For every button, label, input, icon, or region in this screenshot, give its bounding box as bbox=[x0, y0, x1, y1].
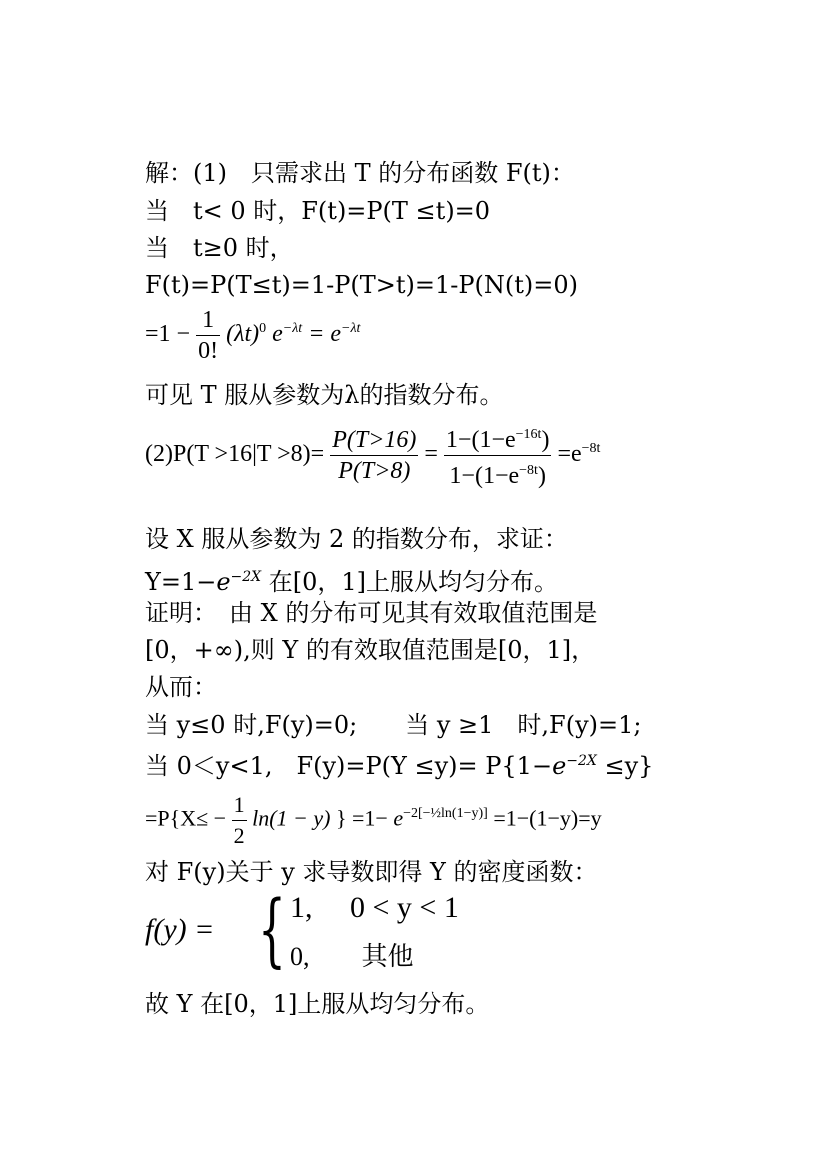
memoryless-formula: (2)P(T >16|T >8)= $\frac{P(T>16)}{P(T>8)}$ = $\frac{1-(1-e^{-16t})}{1-(1-e^{-8t})}$ $=e^{-8t}$ bbox=[145, 420, 600, 491]
exponential-conclusion: 可见 T 服从参数为λ的指数分布。 bbox=[145, 381, 504, 409]
problem-claim: $Y=1-e^{-2X}$ 在[0，1]上服从均匀分布。 bbox=[145, 568, 559, 596]
case-t-negative: 当 t< 0 时，F(t)=P(T ≤t)=0 bbox=[145, 197, 491, 225]
density-function-label: f(y) = bbox=[145, 913, 215, 946]
proof-middle-case: 当 0＜y<1, $F(y)=P(Y \le y)= P\{1-e^{-2X} \le y\}$ bbox=[145, 752, 654, 780]
fraction-one-half: $\frac{1}{2}$ bbox=[233, 792, 245, 848]
case-t-nonnegative: 当 t≥0 时， bbox=[145, 234, 294, 262]
proof-line-3: 从而： bbox=[145, 673, 217, 701]
density-intro: 对 F(y)关于 y 求导数即得 Y 的密度函数： bbox=[145, 858, 598, 886]
exponential-ratio: $\frac{1-(1-e^{-16t})}{1-(1-e^{-8t})}$ bbox=[445, 427, 550, 489]
proof-boundary-cases: 当 y≤0 时,F(y)=0; 当 y ≥1 时,F(y)=1; bbox=[145, 711, 642, 739]
problem-statement: 设 X 服从参数为 2 的指数分布，求证： bbox=[145, 525, 568, 553]
probability-ratio: $\frac{P(T>16)}{P(T>8)}$ bbox=[332, 427, 417, 484]
solution-header: 解：(1) 只需求出 T 的分布函数 F(t)： bbox=[145, 159, 575, 187]
density-case-1: 1, 0 < y < 1 bbox=[290, 891, 459, 924]
cdf-result-formula: =1 − $\frac{1}{0!}$ $(\lambda t)^0$ $e^{-\lambda t} = e^{-\lambda t}$ bbox=[145, 307, 361, 364]
fraction-one-over-factorial: $\frac{1}{0!}$ bbox=[198, 307, 219, 364]
piecewise-brace: { bbox=[258, 883, 286, 976]
proof-line-1: 证明： 由 X 的分布可见其有效取值范围是 bbox=[145, 599, 598, 627]
proof-middle-derivation: =P{X≤ − $\frac{1}{2}$ ln(1 − y) } $=1- e^{-2[-\frac{1}{2}ln(1-y)]} =1-(1-y)=y$ bbox=[145, 790, 602, 851]
proof-line-2: [0，+∞),则 Y 的有效取值范围是[0，1]， bbox=[145, 636, 596, 664]
density-case-2: 0, 其他 bbox=[290, 942, 414, 971]
final-conclusion: 故 Y 在[0，1]上服从均匀分布。 bbox=[145, 990, 490, 1018]
cdf-derivation: F(t)=P(T≤t)=1-P(T>t)=1-P(N(t)=0) bbox=[145, 271, 579, 299]
